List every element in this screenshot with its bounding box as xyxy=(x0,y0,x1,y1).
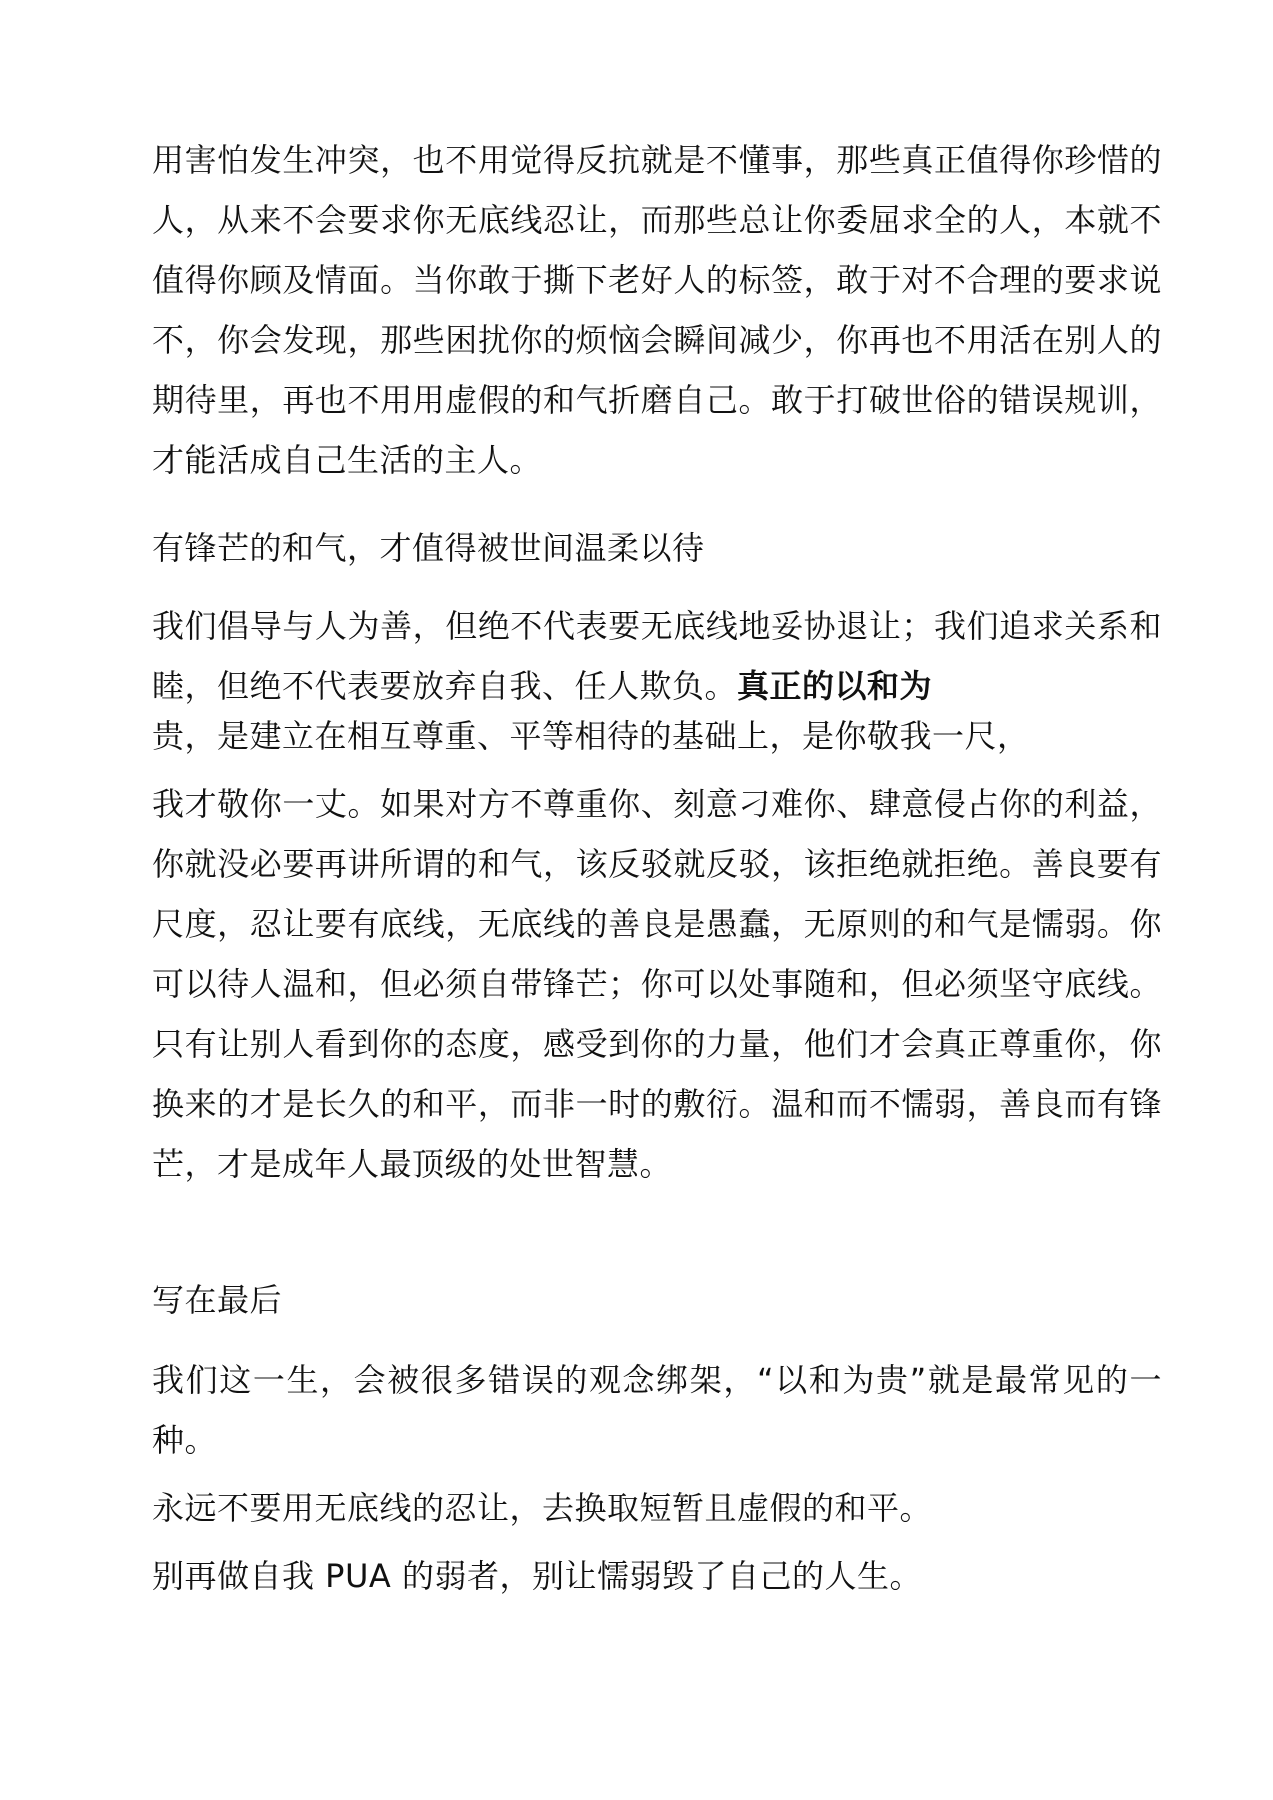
section-heading-sharp-harmony: 有锋芒的和气，才值得被世间温柔以待 xyxy=(152,529,705,567)
paragraph-5: 永远不要用无底线的忍让，去换取短暂且虚假的和平。 xyxy=(152,1489,933,1527)
paragraph-2-line-3: 贵，是建立在相互尊重、平等相待的基础上，是你敬我一尺， xyxy=(152,717,1030,755)
paragraph-2-text: 我们倡导与人为善，但绝不代表要无底线地妥协退让；我们追求关系和睦，但绝不代表要放弃自我、任人欺负。 xyxy=(152,607,1162,705)
paragraph-4: 我们这一生，会被很多错误的观念绑架，“以和为贵”就是最常见的一种。 xyxy=(152,1361,1162,1459)
paragraph-1: 用害怕发生冲突，也不用觉得反抗就是不懂事，那些真正值得你珍惜的人，从来不会要求你无底线忍让，而那些总让你委屈求全的人，本就不值得你顾及情面。当你敢于撕下老好人的标签，敢于对不合理的要求说不，你会发现，那些困扰你的烦恼会瞬间减少，你再也不用活在别人的期待里，再也不用用虚假的和气折磨自己。敢于打破世俗的错误规训，才能活成自己生活的主人。 xyxy=(152,141,1162,479)
paragraph-6: 别再做自我 PUA 的弱者，别让懦弱毁了自己的人生。 xyxy=(152,1557,922,1595)
paragraph-2-bold-text: 真正的以和为 xyxy=(737,667,933,705)
paragraph-2 xyxy=(152,596,1162,716)
section-heading-final-words: 写在最后 xyxy=(152,1281,283,1319)
paragraph-3: 我才敬你一丈。如果对方不尊重你、刻意刁难你、肆意侵占你的利益，你就没必要再讲所谓的和气，该反驳就反驳，该拒绝就拒绝。善良要有尺度，忍让要有底线，无底线的善良是愚蠢，无原则的和气是懦弱。你可以待人温和，但必须自带锋芒；你可以处事随和，但必须坚守底线。只有让别人看到你的态度，感受到你的力量，他们才会真正尊重你，你换来的才是长久的和平，而非一时的敷衍。温和而不懦弱，善良而有锋芒，才是成年人最顶级的处世智慧。 xyxy=(152,785,1162,1183)
